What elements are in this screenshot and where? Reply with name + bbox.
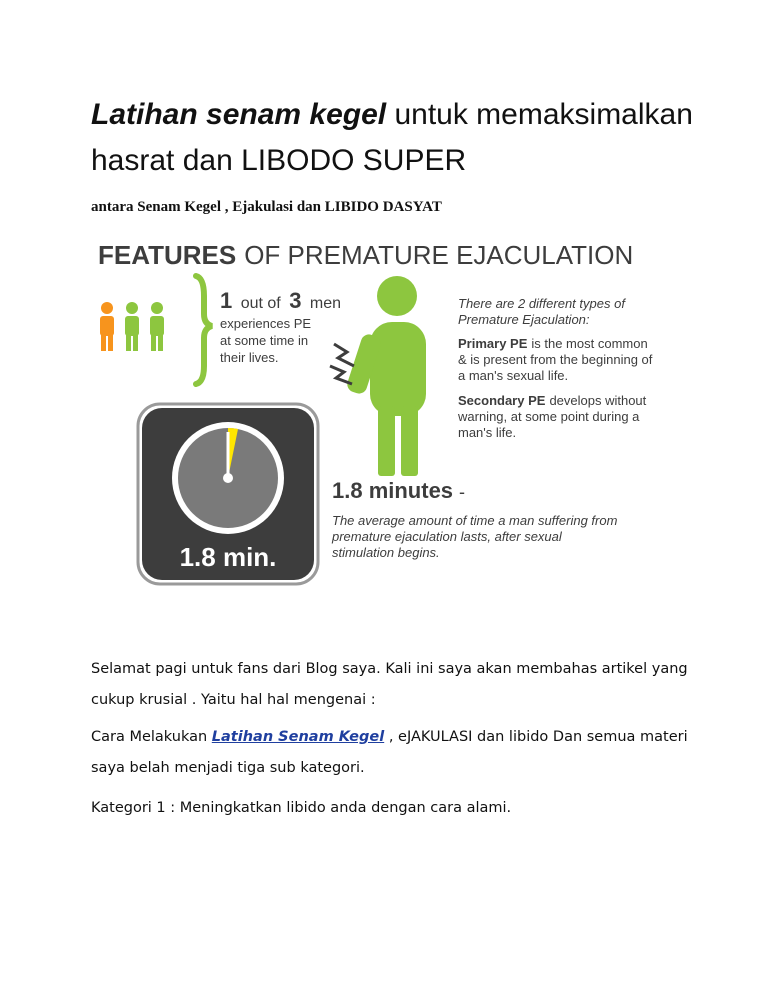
category-1-paragraph: Kategori 1 : Meningkatkan libido anda dengan cara alami. [91,800,512,816]
stat-line-3: their lives. [220,350,279,365]
men-icon [100,302,164,351]
stat-line-2: at some time in [220,333,309,348]
page-title [91,92,711,184]
secondary-pe: Secondary PE develops without warning, at some point during a man's life. [458,393,647,440]
infographic-title: FEATURES OF PREMATURE EJACULATION [98,240,634,270]
stat-headline: 1 out of 3 men [220,288,342,313]
latihan-senam-kegel-link[interactable]: Latihan Senam Kegel [211,729,385,745]
method-text-before: Cara Melakukan [91,729,208,745]
stat-line-1: experiences PE [220,316,312,331]
infographic-image [92,236,682,586]
man-figure-icon [345,276,426,476]
types-intro: There are 2 different types of Premature Ejaculation: [458,296,625,327]
intro-paragraph: Selamat pagi untuk fans dari Blog saya. Kali ini saya akan membahas artikel yang cukup krusial . Yaitu hal hal mengenai : [91,661,688,708]
primary-pe: Primary PE is the most common & is present from the beginning of a man's sexual life. [458,336,653,383]
subtitle: antara Senam Kegel , Ejakulasi dan LIBIDO DASYAT [91,199,442,215]
method-paragraph [91,722,691,784]
brace-icon [196,276,212,384]
title-rest: untuk memaksimalkan hasrat dan LIBODO SUPER [91,98,693,177]
minutes-heading: 1.8 minutes - [332,478,466,503]
clock-icon [138,404,318,584]
clock-label: 1.8 min. [179,542,277,572]
minutes-description: The average amount of time a man suffering from premature ejaculation lasts, after sexual stimulation begins. [332,513,618,560]
title-emphasis: Latihan senam kegel [91,98,387,131]
method-text-after: , eJAKULASI dan libido Dan semua materi saya belah menjadi tiga sub kategori. [91,729,688,776]
